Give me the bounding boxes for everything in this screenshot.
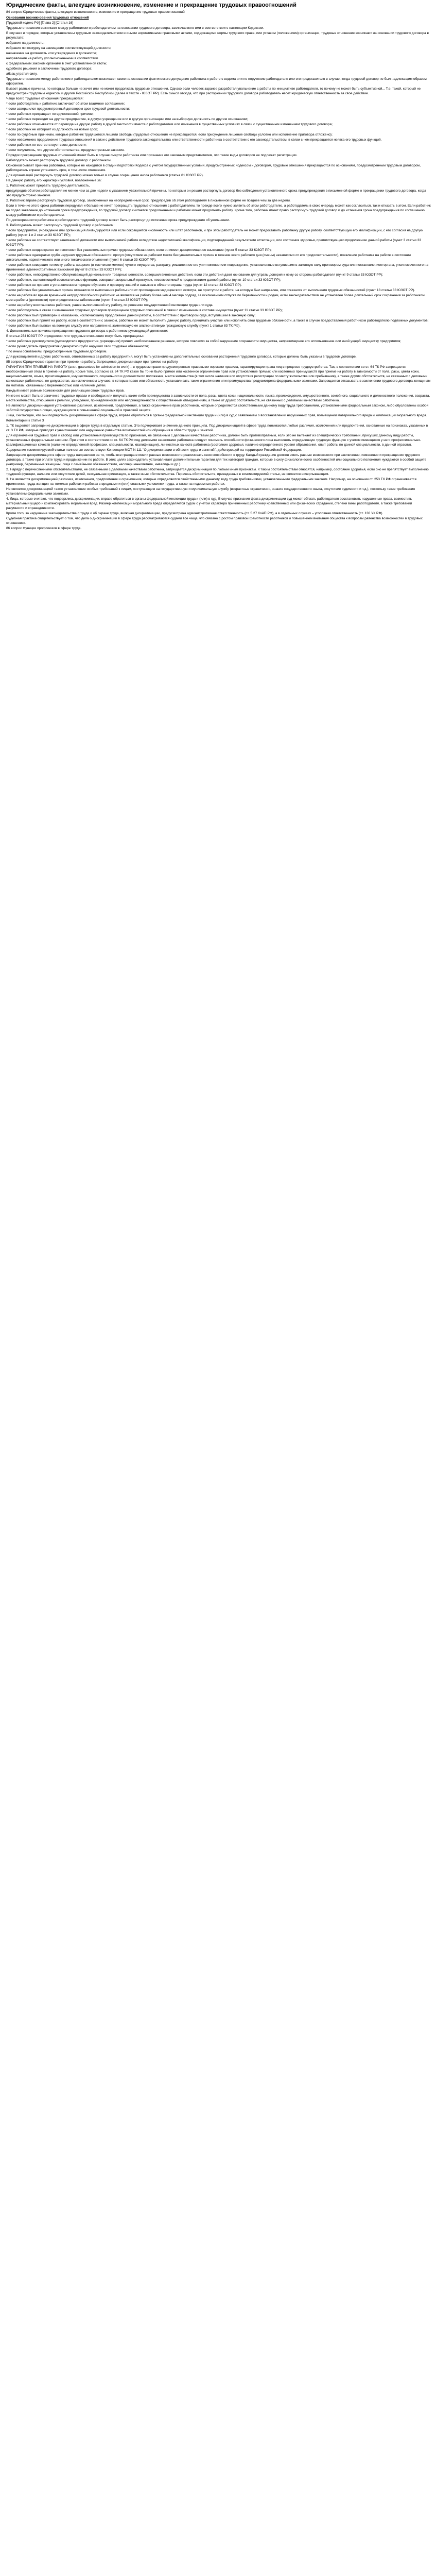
document-body bbox=[6, 10, 431, 531]
paragraph: ГАРАНТИИ ПРИ ПРИЕМЕ НА РАБОТУ (англ. guarantees for admission to work) – в трудовом праве предусмотренные правовыми нормами правила, гарантирующие права лиц в процессе трудоустройства. Так, в соответствии со ст. 64 ТК РФ запрещается необоснованный отказ в приеме на работу. Кроме того, согласно ст. 64 ТК РФ какое бы то ни было прямое или косвенное ограничение прав или установление прямых или косвенных преимуществ при приеме на работу в зависимости от пола, расы, цвета кожи, национальности, языка, происхождения, имущественного, социального и должностного положения, места жительства (в том числе наличия или отсутствия регистрации по месту жительства или пребывания), а также других обстоятельств, не связанных с деловыми качествами работников, не допускается, за исключением случаев, в которых право или обязанность устанавливать такие ограничения или преимущества предусмотрена федеральными законами. Запрещается отказывать в заключении трудового договора женщинам по мотивам, связанным с беременностью или наличием детей. bbox=[6, 365, 431, 387]
paragraph: Судебная практика свидетельствует о том, что дела о дискриминации в сфере труда рассматриваются судами все чаще, что связано с ростом правовой грамотности работников и повышением внимания общества к вопросам равенства возможностей в трудовых отношениях. bbox=[6, 517, 423, 525]
question-heading: 84 вопрос Юридические факты, влекущие возникновение, изменение и прекращение трудовых правоотношений bbox=[6, 10, 185, 14]
paragraph: * если завершился предусмотренный договором срок трудовой деятельности; bbox=[6, 107, 130, 111]
paragraph: * если получилось, что другие обстоятельства, предусмотренные законом. bbox=[6, 148, 125, 152]
paragraph: 2. Работник вправе расторгнуть трудовой договор, заключенный на неопределенный срок, предупредив об этом работодателя в письменной форме не позднее чем за две недели. bbox=[6, 199, 291, 202]
document-title: Юридические факты, влекущие возникновение, изменение и прекращение трудовых правоотношений bbox=[6, 2, 297, 8]
paragraph: В статье 254 ЮЗОТ РР определено, что трудовые отношения могут быть прекращены: bbox=[6, 334, 144, 338]
paragraph: 4. Дополнительные причины прекращения трудового договора с работником руководящей должности: bbox=[6, 329, 168, 333]
paragraph: Для руководителей и других работников, ответственных за работу предприятия, могут быть установлены дополнительные основания расторжения трудового договора, которые должны быть указаны в трудовом договоре. bbox=[6, 355, 357, 359]
paragraph: [Трудовой кодекс РФ] [Глава 2] [Статья 16] bbox=[6, 21, 74, 25]
paragraph: * если руководитель предприятия однократно грубо нарушил свои трудовые обязанности; bbox=[6, 345, 149, 348]
question-heading: 85 вопрос Юридические гарантии при приеме на работу. Запрещение дискриминации при приеме на работу. bbox=[6, 360, 179, 364]
paragraph: * если работник, непосредственно обслуживающий денежные или товарные ценности, совершил виновные действия, если эти действия дают основание для утраты доверия к нему со стороны работодателя (пункт 9 статьи 33 ЮЗОТ РР); bbox=[6, 273, 383, 277]
paragraph: * если работник был приговорен к наказанию, исключающему продолжение данной работы, в соответствии с приговором суда, вступившим в законную силу; bbox=[6, 314, 256, 317]
paragraph: предупредив об этом работодателя не менее чем за две недели с указанием уважительной причины, по которым он решил расторгнуть договор без соблюдения установленного срока предупреждения в письменной форме о прекращении трудового договора, когда это предусмотрено законом. bbox=[6, 189, 426, 197]
paragraph: * если на работу восстановлен работник, ранее выполнявший эту работу, по решению государственной инспекции труда или суда. bbox=[6, 303, 214, 307]
paragraph: Основной бывает причина работника, которые не находятся в стадии подготовки Кодекса с учетом государственных условий, предусмотренных Кодексом и договором, трудовые отношения прекращаются по основаниям, предусмотренным трудовым договором, работодатель вправе установить срок, в том числе отношения. bbox=[6, 164, 421, 172]
paragraph: * если предприятие, учреждение или организация ликвидируются или если сокращается численность или штат работников, и при этом работодатель не может предоставить работнику другую работу, соответствующую его квалификации, с его согласия на другую работу (пункт 1 и 2 статьи 33 ЮЗОТ РР); bbox=[6, 229, 423, 237]
paragraph: 2. Наряду с перечисленными обстоятельствами, не связанными с деловыми качествами работника, запрещается дискриминация по любым иным признакам. К таким обстоятельствам относятся, например, состояние здоровья, если оно не препятствует выполнению трудовой функции, наличие или отсутствие детей, сексуальная ориентация, а также иные обстоятельства. Перечень обстоятельств, приведенных в комментируемой статье, не является исчерпывающим. bbox=[6, 468, 429, 476]
paragraph: * если работник был принят на работу, если в соответствии с законом, работник не может выполнять данную работу, принимать участие или исполнять свои трудовые обязанности, а также в случае предоставления работником работодателю подложных документов; bbox=[6, 319, 429, 323]
paragraph: * если по судебным причинам, которые работник трудящегося лишили свободы (трудовые отношения не прекращаются, если присуждение лишение свободы условно или исполнение приговора отложено); bbox=[6, 133, 333, 137]
paragraph: * если работодатель и работник заключают об этом взаимное соглашение; bbox=[6, 102, 125, 106]
paragraph: Каждый имеет равные возможности для реализации своих трудовых прав. bbox=[6, 389, 125, 393]
paragraph: Кроме того, за нарушение законодательства о труде и об охране труда, включая дискриминацию, предусмотрена административная ответственность (ст. 5.27 КоАП РФ), а в отдельных случаях – уголовная ответственность (ст. 136 УК РФ). bbox=[6, 512, 383, 515]
paragraph: * если работник без уважительных причин отказался от выполнения работы или от прохождения медицинского осмотра, не приступил к работе, на которую был направлен, или отказался от выполнения трудовых обязанностей (пункт 13 статьи 33 ЮЗОТ РР). bbox=[6, 289, 415, 292]
paragraph: В случаях и порядке, которые установлены трудовым законодательством и иными нормативными правовыми актами, содержащими нормы трудового права, или уставом (положением) организации, трудовые отношения возникают на основании трудового договора в результате: bbox=[6, 31, 429, 40]
paragraph: По договоренности работника и работодателя трудовой договор может быть расторгнут до истечения срока предупреждения об увольнении. bbox=[6, 218, 230, 222]
paragraph: судебного решения о заключении трудового договора; bbox=[6, 67, 93, 71]
paragraph: * по иным основаниям, предусмотренным трудовым договором. bbox=[6, 350, 108, 353]
paragraph: Комментарий к статье 3 bbox=[6, 419, 44, 422]
paragraph: Никто не может быть ограничен в трудовых правах и свободах или получать какие-либо преимущества в зависимости от пола, расы, цвета кожи, национальности, языка, происхождения, имущественного, семейного, социального и должностного положения, возраста, места жительства, отношения к религии, убеждений, принадлежности или непринадлежности к общественным объединениям, а также от других обстоятельств, не связанных с деловыми качествами работника. bbox=[6, 394, 430, 402]
paragraph: * если работник отказывается от перевода на другую работу в другой местности вместе с работодателем или изменения в существенных условиях в связи с существенным изменением трудового договора; bbox=[6, 123, 333, 126]
paragraph: 1. ТК выделяет запрещение дискриминации в сфере труда в отдельную статью. Это подчеркивает значение данного принципа. Под дискриминацией в сфере труда понимаются любые различия, исключения или предпочтения, основанные на признаках, указанных в ст. 3 ТК РФ, которые приводят к уничтожению или нарушению равенства возможностей или обращения в области труда и занятий. bbox=[6, 424, 428, 432]
paragraph: Трудовые отношения возникают между работником и работодателем на основании трудового договора, заключаемого ими в соответствии с настоящим Кодексом. bbox=[6, 26, 264, 30]
paragraph: Содержание комментируемой статьи полностью соответствует Конвенции МОТ N 111 "О дискриминации в области труда и занятий", действующей на территории Российской Федерации. bbox=[6, 448, 302, 452]
paragraph: * если работник неоднократно не исполняет без уважительных причин трудовые обязанности, если он имеет дисциплинарное взыскание (пункт 5 статьи 33 ЮЗОТ РР); bbox=[6, 248, 272, 252]
paragraph: * если работодатель в связи с изменением трудовых договоров прекращение трудовых отношений в связи с изменением в составе имущества (пункт 11 статьи 33 ЮЗОТ РР); bbox=[6, 309, 283, 312]
paragraph: 1. Работник может прервать трудовую деятельность, bbox=[6, 184, 90, 188]
paragraph: * если работник не соответствует занимаемой должности или выполняемой работе вследствие недостаточной квалификации, подтвержденной результатами аттестации, или состояния здоровья, препятствующего продолжению данной работы (пункт 3 статьи 33 ЮЗОТ РР); bbox=[6, 239, 422, 247]
paragraph: * если работник совершил по месту работы хищение (в том числе мелкое) чужого имущества, растрату, умышленное его уничтожение или повреждение, установленные вступившим в законную силу приговором суда или постановлением органа, уполномоченного на применение административных взысканий (пункт 8 статьи 33 ЮЗОТ РР); bbox=[6, 263, 429, 272]
paragraph: 3. Не являются дискриминацией различия, исключения, предпочтения и ограничения, которые определяются свойственными данному виду труда требованиями, установленными федеральным законом. Например, на основании ст. 253 ТК РФ ограничивается применение труда женщин на тяжелых работах и работах с вредными и (или) опасными условиями труда, а также на подземных работах. bbox=[6, 478, 416, 486]
paragraph: Работодатель может расторгнуть трудовой договор: с работником. bbox=[6, 159, 112, 162]
document-page bbox=[0, 0, 436, 533]
paragraph: Лица, считающие, что они подверглись дискриминации в сфере труда, вправе обратиться в органы федеральной инспекции труда и (или) в суд с заявлением о восстановлении нарушенных прав, возмещении материального вреда и компенсации морального вреда. bbox=[6, 414, 427, 417]
paragraph: * если на работе во время временной нетрудоспособности работник не является на работу более чем 4 месяца подряд, за исключением отпуска по беременности и родам, если законодательством не установлен более длительный срок сохранения за работником места работы (должности) при определенном заболевании (пункт 5 статьи 33 ЮЗОТ РР); bbox=[6, 294, 425, 302]
paragraph: * если невозможно продолжение трудовых отношений в связи с действием трудового законодательства или ответственности работника в соответствии с его законодательством, в связи с чем прекращается неявка его трудовых функций. bbox=[6, 138, 382, 142]
paragraph: * если работник был вызван на военную службу или направлен на заменяющую ее альтернативную гражданскую службу (пункт 1 статьи 83 ТК РФ). bbox=[6, 324, 241, 328]
question-heading: 86 вопрос Функции профсоюзов в сфере труда. bbox=[6, 527, 82, 530]
paragraph: Не является дискриминацией также установление особых требований к лицам, поступающим на государственную и муниципальную службу (возрастные ограничения, знание государственного языка, отсутствие судимости и т.д.), поскольку такие требования установлены федеральными законами. bbox=[6, 487, 415, 496]
paragraph: Чаще всего трудовые отношения прекращаются: bbox=[6, 97, 84, 100]
paragraph: назначения на должность или утверждения в должности; bbox=[6, 52, 97, 55]
paragraph: * если работник однократно грубо нарушил трудовые обязанности: прогул (отсутствие на рабочем месте без уважительных причин в течение всего рабочего дня (смены) независимо от его продолжительности), появление работника на работе в состоянии алкогольного, наркотического или иного токсического опьянения (пункт 6 статьи 33 ЮЗОТ РР); bbox=[6, 253, 411, 262]
paragraph: избрания по конкурсу на замещение соответствующей должности; bbox=[6, 46, 112, 50]
paragraph: Бывает разные причины, по которым больше не хочет или не может продолжать трудовые отношения. Однако если человек заранее разработал увольнение с работы по инициативе работодателя, то почему не может быть субъективной... Т.е. такой, который не предусмотрен трудовым кодексом и другим Российской Республики (далее в тексте - ЮЗОТ РР). Есть смысл отсюда, что при расторжении трудового договора работодатель несет юридическую ответственность за свое действие. bbox=[6, 87, 421, 95]
paragraph: * если работник не избирает из должность на новый срок; bbox=[6, 128, 98, 131]
paragraph: * если работник не соответствует свою должности; bbox=[6, 143, 87, 147]
paragraph: Для ограничения трудовых прав и свобод или установления преимуществ по признакам, не связанным с деловыми качествами работника, должен быть противоправным, если это не вытекает из специфических требований, присущих данному виду работы, установленных федеральным законом. При этом в соответствии со ст. 64 ТК РФ под деловыми качествами работника следует понимать способности физического лица выполнять определенную трудовую функцию с учетом имеющихся у него профессионально-квалификационных качеств (наличие определенной профессии, специальности, квалификации), личностных качеств работника (состояние здоровья, наличие определенного уровня образования, опыт работы по данной специальности, в данной отрасли). bbox=[6, 434, 422, 447]
paragraph: Для организаций расторгнуть трудовой договор можно только в случае сокращения числа работников (статья 81 ЮЗОТ РР). bbox=[6, 174, 204, 177]
paragraph: * если работник прекращает по единственной причине; bbox=[6, 112, 94, 116]
paragraph: На данную работу, его характер и условия, возложенные за: bbox=[6, 179, 102, 182]
paragraph: направления на работу уполномоченными в соответствии bbox=[6, 57, 98, 60]
paragraph: Не являются дискриминацией установление различий, исключений, предпочтений, а также ограничение прав работников, которые определяются свойственными данному виду труда требованиями, установленными федеральным законом, либо обусловлены особой заботой государства о лицах, нуждающихся в повышенной социальной и правовой защите. bbox=[6, 404, 429, 412]
paragraph: с федеральным законом органами в счет установленной квоты; bbox=[6, 62, 108, 65]
paragraph: Трудовые отношения между работником и работодателем возникают также на основании фактического допущения работника к работе с ведома или по поручению работодателя или его представителя в случае, когда трудовой договор не был надлежащим образом оформлен. bbox=[6, 77, 427, 86]
paragraph: * если работник не прошел в установленном порядке обучение и проверку знаний и навыков в области охраны труда (пункт 12 статьи 33 ЮЗОТ РР). bbox=[6, 283, 242, 287]
paragraph: Если в течение этого срока работник передумал и больше не хочет прекращать трудовые отношения с работодателем, то прежде всего нужно заявить об этом работодателю, а работодатель в свою очередь может как согласиться, так и отказать в этом. Если работник не подал заявление до истечения срока предупреждения, то трудовой договор считается продолженным и работник может продолжить работу. Кроме того, работник имеет право расторгнуть трудовой договор и до истечения срока предупреждения по соглашению между работником и работодателем. bbox=[6, 204, 431, 217]
paragraph: * если работник переходит на другое предприятие, в другую учреждение или в другую организацию или на выборную должность по другим основаниям; bbox=[6, 117, 248, 121]
paragraph: Порядок прекращения трудовых отношений может быть в случае смерти работника или признания его законным представителем, что такие виды договоров не подлежат регистрации. bbox=[6, 154, 298, 157]
paragraph: 4. Лица, которые считают, что подверглись дискриминации, вправе обратиться в органы федеральной инспекции труда и (или) в суд. В случае признания факта дискриминации суд может обязать работодателя восстановить нарушенные права, возместить материальный ущерб и компенсировать моральный вред. Размер компенсации морального вреда определяется судом с учетом характера причиненных работнику нравственных или физических страданий, степени вины работодателя, а также требований разумности и справедливости. bbox=[6, 497, 412, 510]
paragraph: * если работник руководителя (руководителя предприятия, учреждения) принял необоснованное решение, которое повлекло за собой нарушение сохранности имущества, неправомерное его использование или иной ущерб имуществу предприятия; bbox=[6, 340, 402, 343]
paragraph: * если работник, выполняющий воспитательные функции, совершил аморальный проступок, несовместимый с продолжением данной работы (пункт 10 статьи 33 ЮЗОТ РР); bbox=[6, 278, 281, 282]
paragraph: абзац утратил силу. bbox=[6, 72, 38, 76]
paragraph: Запрещение дискриминации в сфере труда направлено на то, чтобы все граждане имели равные возможности реализовать свои способности к труду. Каждый гражданин должен иметь равные возможности при заключении, изменении и прекращении трудового договора, а также при оплате труда и продвижении по работе. В этих целях законодатель устанавливает дополнительные гарантии для тех категорий граждан, которые в силу физиологических особенностей или социального положения нуждаются в особой защите (например, беременные женщины, лица с семейными обязанностями, несовершеннолетние, инвалиды и др.). bbox=[6, 453, 427, 466]
paragraph: 3. Работодатель может расторгнуть трудовой договор с работником: bbox=[6, 224, 115, 227]
section-heading: Основания возникновения трудовых отношений bbox=[6, 16, 89, 20]
paragraph: избрания на должность; bbox=[6, 41, 45, 45]
